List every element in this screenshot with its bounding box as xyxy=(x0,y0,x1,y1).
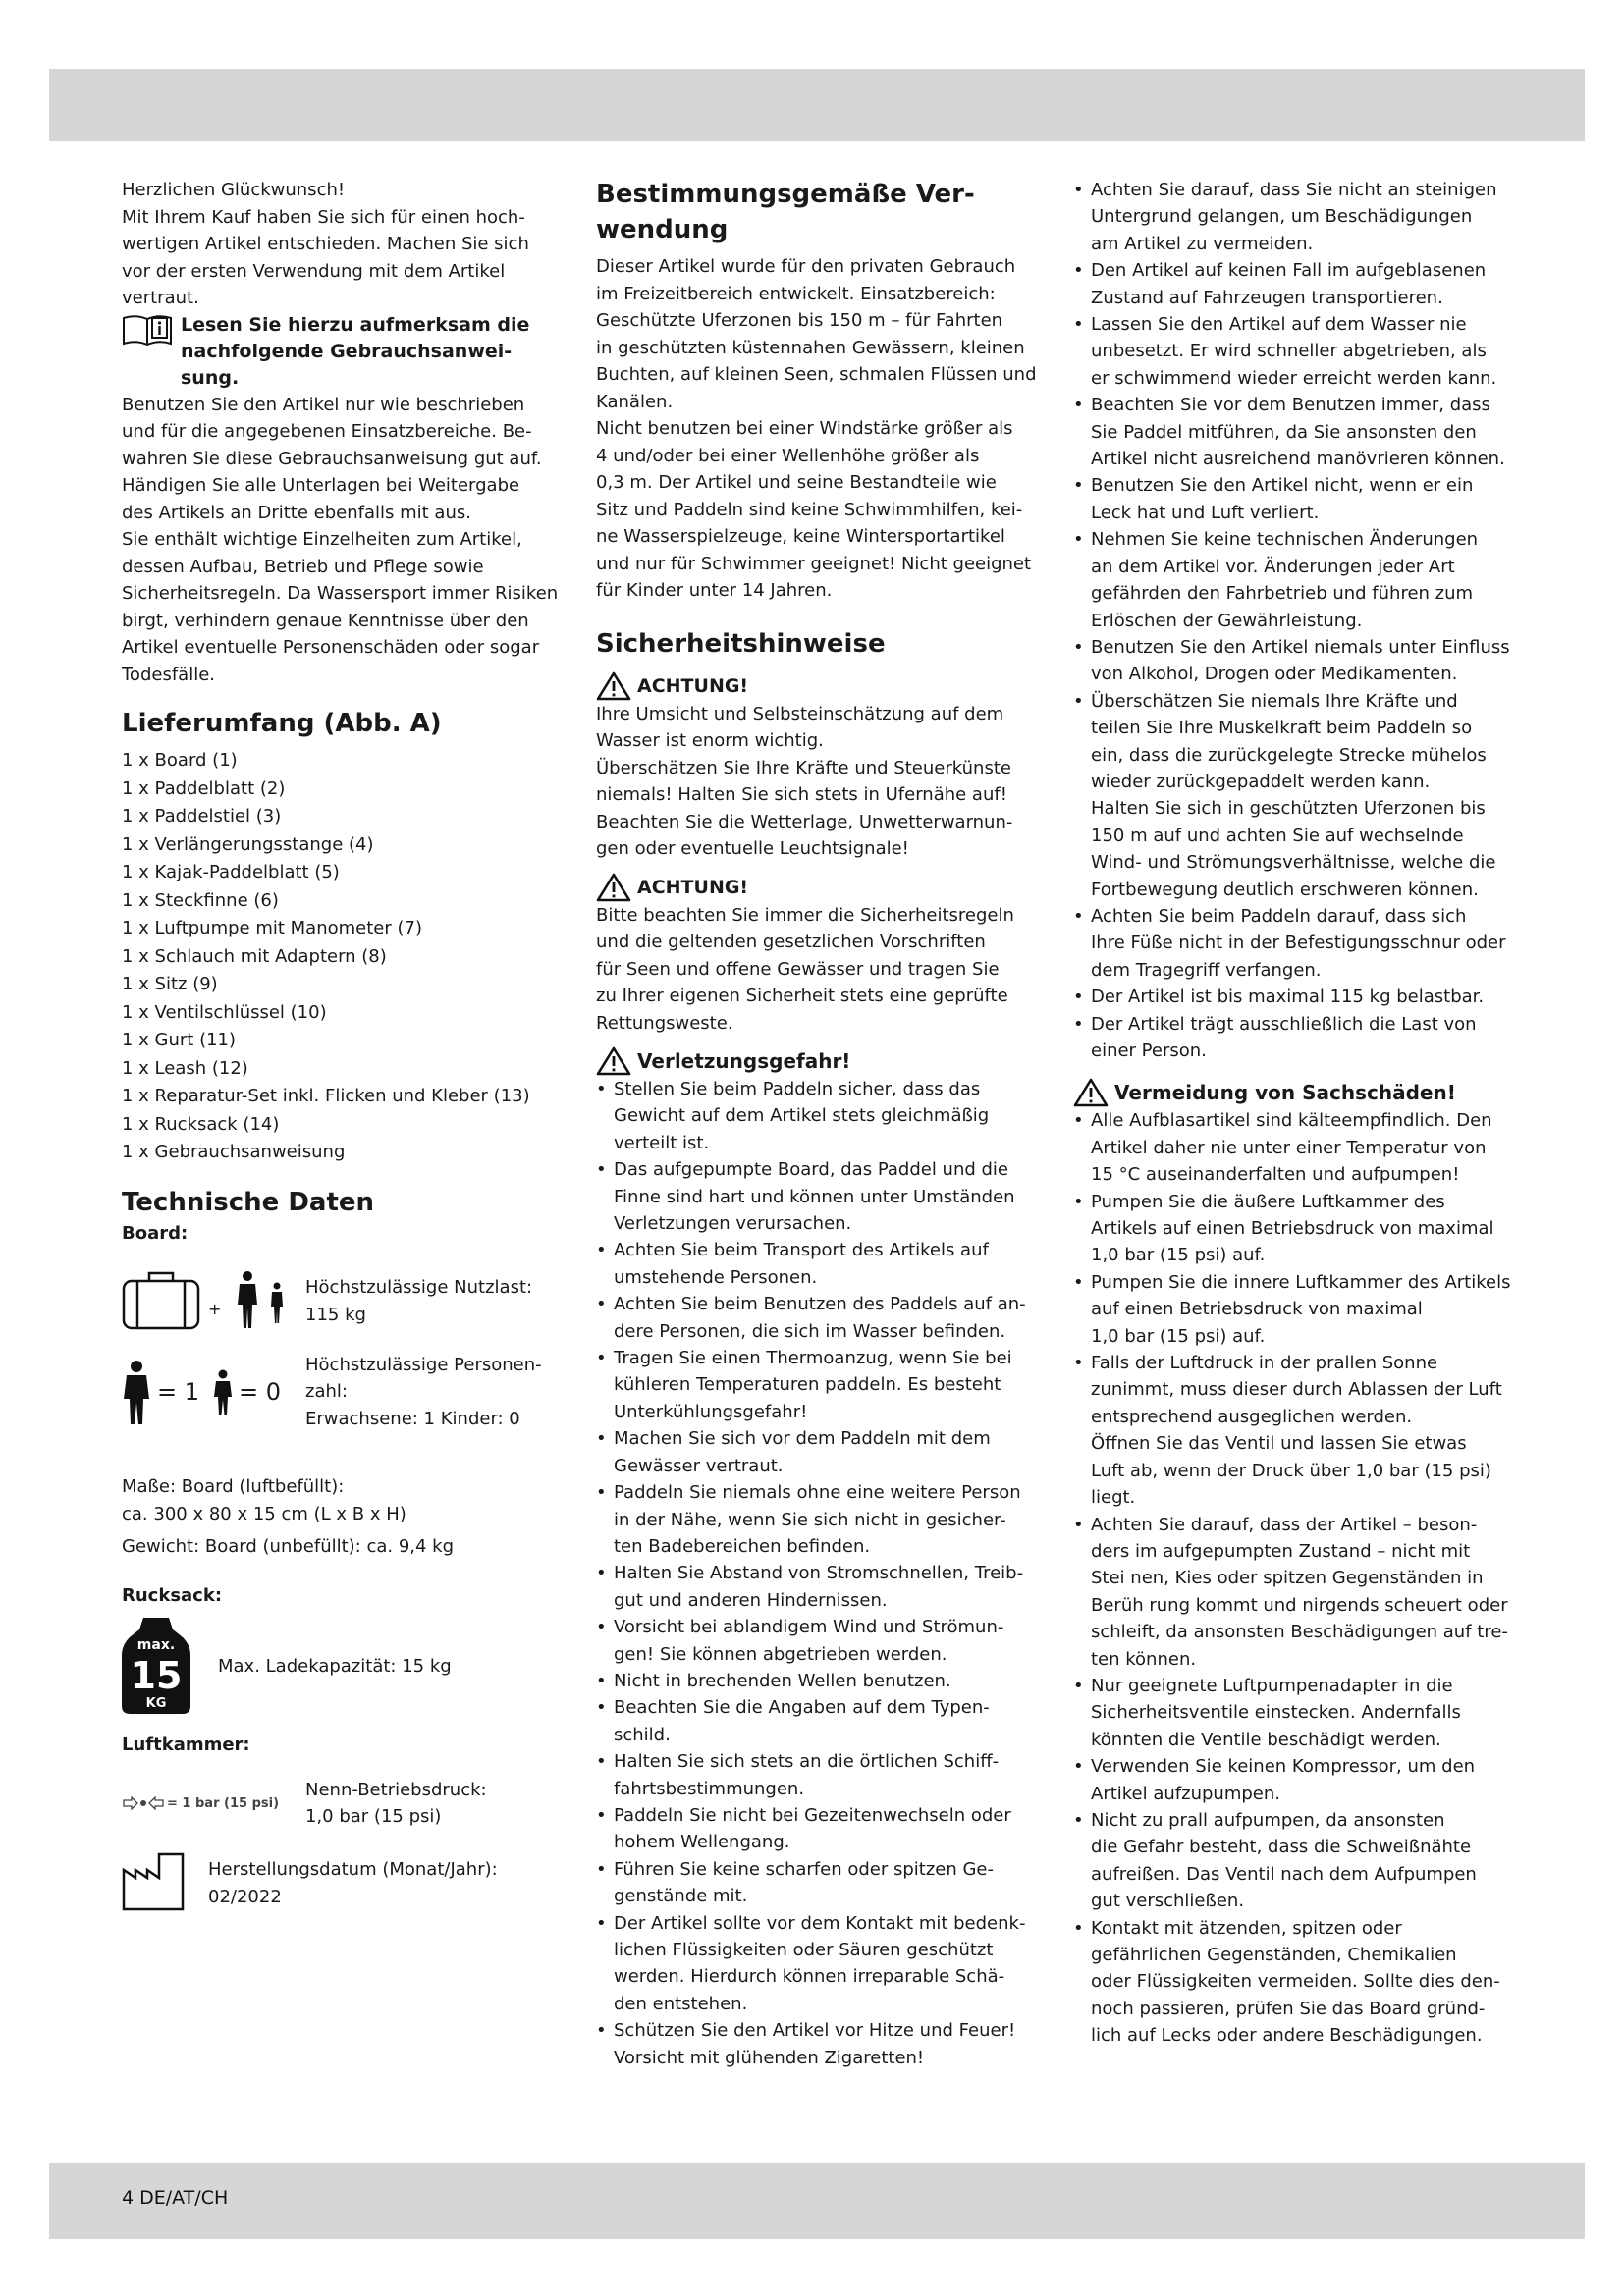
bullet-line: Halten Sie sich in geschützten Uferzonen bis xyxy=(1091,798,1486,820)
payload-value: 115 kg xyxy=(305,1304,366,1325)
bullet-item xyxy=(596,2017,1038,2071)
max-weight-icon-top: max. xyxy=(136,1636,176,1653)
bullet-line: • Achten Sie beim Benutzen des Paddels auf an- xyxy=(614,1294,1026,1315)
body-line: Kanälen. xyxy=(596,391,674,412)
body-line: Nicht benutzen bei einer Windstärke größer als xyxy=(596,418,1013,439)
body-line: Wasser ist enorm wichtig. xyxy=(596,730,824,751)
warning-triangle-icon xyxy=(596,671,631,701)
body-line: Beachten Sie die Wetterlage, Unwetterwarnun- xyxy=(596,811,1013,832)
bullet-line: Wind- und Strömungsverhältnisse, welche die xyxy=(1091,852,1496,874)
bullet-item xyxy=(596,1802,1038,1856)
bullet-line: • Paddeln Sie nicht bei Gezeitenwechseln oder xyxy=(614,1804,1011,1826)
persons-label: Höchstzulässige Personen- xyxy=(305,1354,542,1375)
bullet-item xyxy=(1073,634,1515,688)
bullet-line: Artikel nicht ausreichend manövrieren können. xyxy=(1091,449,1505,470)
bullet-line: Verletzungen verursachen. xyxy=(614,1213,852,1235)
intro-line: Mit Ihrem Kauf haben Sie sich für einen hoch- xyxy=(122,206,525,228)
dimensions-label: Maße: Board (luftbefüllt): xyxy=(122,1476,345,1497)
footer-bar xyxy=(49,2163,1585,2239)
bullet-line: schleift, da ansonsten Beschädigungen auf tre- xyxy=(1091,1622,1508,1643)
bullet-line: • Alle Aufblasartikel sind kälteempfindlich. Den xyxy=(1091,1110,1492,1132)
pressure-label: Nenn-Betriebsdruck: xyxy=(305,1779,487,1800)
bullet-line: • Paddeln Sie niemals ohne eine weitere Person xyxy=(614,1482,1021,1504)
delivery-item: 1 x Board (1) xyxy=(122,750,238,771)
bullet-line: er schwimmend wieder erreicht werden kann. xyxy=(1091,367,1497,389)
body-line: Händigen Sie alle Unterlagen bei Weitergabe xyxy=(122,475,520,496)
bullet-line: • Achten Sie beim Transport des Artikels auf xyxy=(614,1240,989,1261)
bullet-line: Sicherheitsventile einstecken. Andernfalls xyxy=(1091,1702,1461,1724)
bullet-line: die Gefahr besteht, dass die Schweißnähte xyxy=(1091,1837,1472,1858)
bullet-line: • Das aufgepumpte Board, das Paddel und die xyxy=(614,1159,1009,1181)
intro-line: vor der ersten Verwendung mit dem Artikel xyxy=(122,260,506,282)
warning-triangle-icon xyxy=(1073,1078,1109,1107)
heading-line: wendung xyxy=(596,215,729,244)
body-line: 0,3 m. Der Artikel und seine Bestandteile wie xyxy=(596,472,997,493)
bullet-item xyxy=(1073,688,1515,903)
bullet-item xyxy=(596,1479,1038,1560)
air-chamber-label: Luftkammer: xyxy=(122,1734,250,1755)
bullet-item xyxy=(1073,1269,1515,1350)
body-line: wahren Sie diese Gebrauchsanweisung gut auf. xyxy=(122,448,542,469)
delivery-item: 1 x Schlauch mit Adaptern (8) xyxy=(122,945,387,967)
bullet-line: • Nur geeignete Luftpumpenadapter in die xyxy=(1091,1675,1453,1696)
bullet-line: Finne sind hart und können unter Umständen xyxy=(614,1186,1015,1207)
bullet-line: • Pumpen Sie die äußere Luftkammer des xyxy=(1091,1191,1445,1212)
bullet-line: • Tragen Sie einen Thermoanzug, wenn Sie bei xyxy=(614,1348,1012,1369)
bullet-line: Ihre Füße nicht in der Befestigungsschnur oder xyxy=(1091,933,1506,954)
backpack-capacity: Max. Ladekapazität: 15 kg xyxy=(218,1655,452,1677)
persons-value: Erwachsene: 1 Kinder: 0 xyxy=(305,1408,520,1429)
delivery-list xyxy=(122,747,564,1167)
max-weight-icon-value: 15 xyxy=(130,1653,183,1697)
bullet-item xyxy=(596,1156,1038,1237)
intro-body xyxy=(122,392,564,689)
bullet-line: • Der Artikel sollte vor dem Kontakt mit bedenk- xyxy=(614,1912,1026,1934)
bullet-line: ten Badebereichen befinden. xyxy=(614,1535,871,1557)
bullet-line: gefährden den Fahrbetrieb und führen zum xyxy=(1091,583,1474,605)
body-line: und nur für Schwimmer geeignet! Nicht geeignet xyxy=(596,553,1032,574)
bullet-line: Zustand auf Fahrzeugen transportieren. xyxy=(1091,287,1443,308)
bullet-line: Unterkühlungsgefahr! xyxy=(614,1401,808,1422)
bullet-item xyxy=(1073,472,1515,526)
bullet-item xyxy=(1073,1673,1515,1753)
body-line: Geschützte Uferzonen bis 150 m – für Fahrten xyxy=(596,310,1003,331)
bullet-line: Leck hat und Luft verliert. xyxy=(1091,502,1320,523)
tech-heading: Technische Daten xyxy=(122,1187,375,1217)
warning-label: ACHTUNG! xyxy=(637,876,749,898)
bullet-line: oder Flüssigkeiten vermeiden. Sollte dies den- xyxy=(1091,1971,1500,1993)
bullet-item xyxy=(596,1910,1038,2018)
bullet-item xyxy=(1073,1011,1515,1065)
bullet-line: • Verwenden Sie keinen Kompressor, um den xyxy=(1091,1756,1476,1778)
bullet-line: • Führen Sie keine scharfen oder spitzen Ge- xyxy=(614,1858,994,1880)
delivery-item: 1 x Steckfinne (6) xyxy=(122,889,279,911)
bullet-line: • Achten Sie darauf, dass Sie nicht an steinigen xyxy=(1091,180,1497,200)
bullet-line: gut verschließen. xyxy=(1091,1891,1245,1912)
warning-2 xyxy=(596,873,1038,902)
bullet-line: • Benutzen Sie den Artikel nicht, wenn er ein xyxy=(1091,475,1474,497)
warning-1-body xyxy=(596,701,1038,863)
body-line: für Seen und offene Gewässer und tragen Sie xyxy=(596,958,1000,980)
delivery-item: 1 x Gebrauchsanweisung xyxy=(122,1142,346,1162)
bullet-line: Artikel aufzupumpen. xyxy=(1091,1783,1280,1804)
warning-label: ACHTUNG! xyxy=(637,674,749,697)
bullet-item xyxy=(596,1425,1038,1479)
warning-label: Vermeidung von Sachschäden! xyxy=(1114,1081,1456,1105)
bullet-line: • Beachten Sie die Angaben auf dem Typen- xyxy=(614,1697,990,1719)
bullet-line: Luft ab, wenn der Druck über 1,0 bar (15 psi) xyxy=(1091,1460,1491,1481)
body-line: Dieser Artikel wurde für den privaten Gebrauch xyxy=(596,256,1016,277)
weight-spec: Gewicht: Board (unbefüllt): ca. 9,4 kg xyxy=(122,1536,455,1557)
delivery-heading: Lieferumfang (Abb. A) xyxy=(122,709,442,738)
bullet-line: einer Person. xyxy=(1091,1041,1207,1061)
bullet-line: • Beachten Sie vor dem Benutzen immer, dass xyxy=(1091,395,1490,416)
pressure-value: 1,0 bar (15 psi) xyxy=(305,1806,442,1827)
dimensions-value: ca. 300 x 80 x 15 cm (L x B x H) xyxy=(122,1503,406,1524)
payload-label: Höchstzulässige Nutzlast: xyxy=(305,1277,533,1298)
backpack-label: Rucksack: xyxy=(122,1584,223,1606)
body-line: Bitte beachten Sie immer die Sicherheitsregeln xyxy=(596,904,1014,926)
bullet-line: 15 °C auseinanderfalten und aufpumpen! xyxy=(1091,1164,1460,1186)
luggage-persons-icon xyxy=(122,1269,301,1334)
damage-list xyxy=(1073,1107,1515,2049)
bullet-line: Stei nen, Kies oder spitzen Gegenständen in xyxy=(1091,1568,1484,1589)
pressure-icon xyxy=(122,1796,301,1811)
bullet-line: hohem Wellengang. xyxy=(614,1832,790,1853)
delivery-item: 1 x Sitz (9) xyxy=(122,974,218,994)
damage-warning xyxy=(1073,1078,1515,1107)
bullet-item xyxy=(1073,1350,1515,1511)
bullet-line: lich auf Lecks oder andere Beschädigungen. xyxy=(1091,2025,1483,2047)
safety-list-continued xyxy=(1073,177,1515,1064)
bullet-line: umstehende Personen. xyxy=(614,1266,818,1288)
bullet-line: ders im aufgepumpten Zustand – nicht mit xyxy=(1091,1540,1471,1562)
bullet-line: gut und anderen Hindernissen. xyxy=(614,1589,888,1611)
bullet-item xyxy=(1073,257,1515,311)
bullet-item xyxy=(596,1668,1038,1694)
bullet-line: fahrtsbestimmungen. xyxy=(614,1778,805,1799)
bullet-line: am Artikel zu vermeiden. xyxy=(1091,233,1314,254)
bullet-item xyxy=(596,1856,1038,1910)
body-line: Rettungsweste. xyxy=(596,1012,733,1034)
bullet-item xyxy=(1073,392,1515,472)
bullet-line: ten können. xyxy=(1091,1648,1197,1670)
intended-use-heading xyxy=(596,177,1038,247)
bullet-line: • Halten Sie sich stets an die örtlichen Schiff- xyxy=(614,1751,1000,1773)
bullet-line: könnten die Ventile beschädigt werden. xyxy=(1091,1729,1441,1750)
page-number: 4 DE/AT/CH xyxy=(122,2187,229,2209)
bullet-line: gefährlichen Gegenständen, Chemikalien xyxy=(1091,1945,1457,1965)
column-right xyxy=(1073,177,1515,2050)
intro-line: vertraut. xyxy=(122,288,199,308)
bullet-line: noch passieren, prüfen Sie das Board gründ- xyxy=(1091,1998,1486,2019)
intro-line: Herzlichen Glückwunsch! xyxy=(122,180,346,200)
warning-1 xyxy=(596,671,1038,701)
info-note-line: Lesen Sie hierzu aufmerksam die xyxy=(181,313,530,336)
bullet-line: • Falls der Luftdruck in der prallen Sonne xyxy=(1091,1353,1438,1374)
delivery-item: 1 x Leash (12) xyxy=(122,1057,248,1079)
child-count: = 0 xyxy=(239,1377,282,1406)
intro-text xyxy=(122,177,564,312)
bullet-line: verteilt ist. xyxy=(614,1132,710,1153)
injury-warning xyxy=(596,1046,1038,1076)
max-weight-icon xyxy=(122,1616,218,1718)
persons-spec xyxy=(122,1352,564,1433)
bullet-line: • Stellen Sie beim Paddeln sicher, dass das xyxy=(614,1079,981,1099)
bullet-line: zunimmt, muss dieser durch Ablassen der Luft xyxy=(1091,1379,1502,1401)
body-line: gen oder eventuelle Leuchtsignale! xyxy=(596,838,909,859)
bullet-line: • Schützen Sie den Artikel vor Hitze und Feuer! xyxy=(614,2020,1016,2042)
body-line: in geschützten küstennahen Gewässern, kleinen xyxy=(596,337,1025,358)
body-line: Sitz und Paddeln sind keine Schwimmhilfen, kei- xyxy=(596,499,1023,520)
heading-line: Bestimmungsgemäße Ver- xyxy=(596,180,975,209)
bullet-line: • Lassen Sie den Artikel auf dem Wasser nie xyxy=(1091,314,1467,336)
manufacture-value: 02/2022 xyxy=(208,1886,282,1907)
bullet-line: • Den Artikel auf keinen Fall im aufgeblasenen xyxy=(1091,260,1487,282)
manual-book-icon xyxy=(122,312,173,351)
bullet-line: Öffnen Sie das Ventil und lassen Sie etwas xyxy=(1091,1433,1467,1455)
bullet-line: unbesetzt. Er wird schneller abgetrieben, als xyxy=(1091,341,1487,362)
bullet-line: teilen Sie Ihre Muskelkraft beim Paddeln so xyxy=(1091,718,1473,739)
bullet-item xyxy=(596,1748,1038,1802)
bullet-line: dem Tragegriff verfangen. xyxy=(1091,959,1322,981)
bullet-line: 150 m auf und achten Sie auf wechselnde xyxy=(1091,825,1464,846)
bullet-item xyxy=(1073,984,1515,1010)
body-line: und die geltenden gesetzlichen Vorschriften xyxy=(596,932,986,952)
delivery-item: 1 x Verlängerungsstange (4) xyxy=(122,833,374,855)
bullet-line: Artikel daher nie unter einer Temperatur von xyxy=(1091,1137,1487,1158)
column-left xyxy=(122,177,564,1915)
bullet-item xyxy=(1073,311,1515,392)
bullet-line: • Achten Sie beim Paddeln darauf, dass sich xyxy=(1091,905,1467,927)
manufacture-date-icon xyxy=(122,1852,218,1915)
bullet-item xyxy=(1073,1107,1515,1188)
bullet-line: schild. xyxy=(614,1724,671,1745)
pressure-icon-text: = 1 bar (15 psi) xyxy=(167,1795,280,1811)
bullet-item xyxy=(1073,1753,1515,1807)
body-line: birgt, verhindern genaue Kenntnisse über den xyxy=(122,610,529,631)
body-line: Sie enthält wichtige Einzelheiten zum Artikel, xyxy=(122,529,522,550)
bullet-line: an dem Artikel vor. Änderungen jeder Art xyxy=(1091,556,1455,577)
bullet-item xyxy=(596,1560,1038,1614)
delivery-item: 1 x Rucksack (14) xyxy=(122,1113,280,1135)
persons-count-icon xyxy=(122,1360,301,1424)
bullet-line: • Kontakt mit ätzenden, spitzen oder xyxy=(1091,1917,1402,1939)
bullet-line: • Vorsicht bei ablandigem Wind und Strömun- xyxy=(614,1617,1004,1638)
warning-triangle-icon xyxy=(596,1046,631,1076)
body-line: Sicherheitsregeln. Da Wassersport immer Risiken xyxy=(122,583,559,604)
warning-triangle-icon xyxy=(596,873,631,902)
body-line: im Freizeitbereich entwickelt. Einsatzbereich: xyxy=(596,283,996,304)
manufacture-spec xyxy=(122,1852,564,1915)
intended-use-body xyxy=(596,253,1038,605)
delivery-item: 1 x Ventilschlüssel (10) xyxy=(122,1001,327,1023)
safety-heading: Sicherheitshinweise xyxy=(596,628,886,659)
bullet-line: Gewicht auf dem Artikel stets gleichmäßig xyxy=(614,1105,990,1127)
bullet-line: Sie Paddel mitführen, da Sie ansonsten den xyxy=(1091,421,1477,443)
body-line: Ihre Umsicht und Selbsteinschätzung auf dem xyxy=(596,703,1004,724)
board-label: Board: xyxy=(122,1222,189,1244)
bullet-item xyxy=(596,1345,1038,1425)
bullet-line: in der Nähe, wenn Sie sich nicht in gesicher- xyxy=(614,1509,1006,1530)
bullet-item xyxy=(596,1237,1038,1291)
body-line: des Artikels an Dritte ebenfalls mit aus. xyxy=(122,502,471,523)
injury-list xyxy=(596,1076,1038,2071)
bullet-item xyxy=(596,1694,1038,1748)
backpack-spec xyxy=(122,1616,564,1718)
header-bar xyxy=(49,69,1585,141)
column-middle xyxy=(596,177,1038,2071)
bullet-line: 1,0 bar (15 psi) auf. xyxy=(1091,1325,1266,1347)
bullet-line: • Nehmen Sie keine technischen Änderungen xyxy=(1091,529,1479,551)
bullet-line: Erlöschen der Gewährleistung. xyxy=(1091,610,1363,631)
info-note xyxy=(122,312,564,392)
bullet-line: lichen Flüssigkeiten oder Säuren geschützt xyxy=(614,1940,994,1960)
bullet-line: von Alkohol, Drogen oder Medikamenten. xyxy=(1091,664,1458,685)
bullet-item xyxy=(1073,1807,1515,1915)
bullet-line: wieder zurückgepaddelt werden kann. xyxy=(1091,771,1431,792)
bullet-line: aufreißen. Das Ventil nach dem Aufpumpen xyxy=(1091,1863,1477,1885)
adult-count: = 1 xyxy=(157,1377,200,1406)
body-line: zu Ihrer eigenen Sicherheit stets eine geprüfte xyxy=(596,986,1008,1006)
bullet-line: • Pumpen Sie die innere Luftkammer des Artikels xyxy=(1091,1271,1511,1293)
bullet-line: • Der Artikel ist bis maximal 115 kg belastbar. xyxy=(1091,987,1485,1008)
bullet-line: den entstehen. xyxy=(614,1993,748,2014)
manufacture-label: Herstellungsdatum (Monat/Jahr): xyxy=(208,1859,498,1880)
bullet-item xyxy=(1073,1512,1515,1673)
info-note-line: nachfolgende Gebrauchsanwei- xyxy=(181,340,513,362)
bullet-line: dere Personen, die sich im Wasser befinden. xyxy=(614,1320,1006,1342)
bullet-line: • Halten Sie Abstand von Stromschnellen, Treib- xyxy=(614,1563,1024,1584)
bullet-item xyxy=(1073,1915,1515,2050)
bullet-line: • Nicht zu prall aufpumpen, da ansonsten xyxy=(1091,1809,1445,1831)
warning-2-body xyxy=(596,902,1038,1038)
bullet-line: entsprechend ausgeglichen werden. xyxy=(1091,1406,1413,1427)
body-line: für Kinder unter 14 Jahren. xyxy=(596,580,833,601)
bullet-line: • Der Artikel trägt ausschließlich die Last von xyxy=(1091,1013,1477,1035)
delivery-item: 1 x Paddelstiel (3) xyxy=(122,806,282,827)
bullet-line: kühleren Temperaturen paddeln. Es besteht xyxy=(614,1374,1001,1396)
bullet-item xyxy=(596,1614,1038,1668)
max-weight-icon-unit: KG xyxy=(145,1695,167,1711)
body-line: niemals! Halten Sie sich stets in Ufernähe auf! xyxy=(596,784,1007,805)
bullet-line: Artikels auf einen Betriebsdruck von maximal xyxy=(1091,1218,1494,1240)
bullet-line: gen! Sie können abgetrieben werden. xyxy=(614,1643,947,1665)
dimensions-spec xyxy=(122,1473,564,1527)
body-line: Artikel eventuelle Personenschäden oder sogar xyxy=(122,637,540,658)
pressure-spec xyxy=(122,1777,564,1831)
intro-line: wertigen Artikel entschieden. Machen Sie sich xyxy=(122,234,529,254)
body-line: dessen Aufbau, Betrieb und Pflege sowie xyxy=(122,556,484,577)
delivery-item: 1 x Gurt (11) xyxy=(122,1030,237,1050)
delivery-item: 1 x Paddelblatt (2) xyxy=(122,777,286,799)
warning-label: Verletzungsgefahr! xyxy=(637,1049,851,1073)
bullet-line: genstände mit. xyxy=(614,1886,748,1907)
bullet-line: Untergrund gelangen, um Beschädigungen xyxy=(1091,206,1473,228)
body-line: 4 und/oder bei einer Wellenhöhe größer als xyxy=(596,445,980,466)
body-line: Buchten, auf kleinen Seen, schmalen Flüssen und xyxy=(596,364,1037,385)
delivery-item: 1 x Kajak-Paddelblatt (5) xyxy=(122,862,340,882)
delivery-item: 1 x Reparatur-Set inkl. Flicken und Kleber (13) xyxy=(122,1086,530,1106)
body-line: Benutzen Sie den Artikel nur wie beschrieben xyxy=(122,394,525,415)
payload-spec xyxy=(122,1269,564,1334)
bullet-line: • Nicht in brechenden Wellen benutzen. xyxy=(614,1670,951,1691)
bullet-line: Vorsicht mit glühenden Zigaretten! xyxy=(614,2047,925,2068)
bullet-line: werden. Hierdurch können irreparable Schä- xyxy=(614,1966,1005,1988)
info-note-line: sung. xyxy=(181,366,240,389)
bullet-line: • Machen Sie sich vor dem Paddeln mit dem xyxy=(614,1428,991,1450)
bullet-item xyxy=(1073,1189,1515,1269)
bullet-line: • Benutzen Sie den Artikel niemals unter Einfluss xyxy=(1091,636,1510,658)
bullet-item xyxy=(1073,526,1515,634)
persons-label: zahl: xyxy=(305,1381,348,1402)
body-line: Überschätzen Sie Ihre Kräfte und Steuerkünste xyxy=(596,757,1011,778)
bullet-line: auf einen Betriebsdruck von maximal xyxy=(1091,1299,1423,1320)
svg-text:+: + xyxy=(208,1299,222,1318)
bullet-line: Berüh rung kommt und nirgends scheuert oder xyxy=(1091,1594,1508,1616)
body-line: Todesfälle. xyxy=(122,664,215,685)
body-line: ne Wasserspielzeuge, keine Wintersportartikel xyxy=(596,526,1005,547)
bullet-item xyxy=(596,1076,1038,1156)
body-line: und für die angegebenen Einsatzbereiche. Be- xyxy=(122,421,532,442)
delivery-item: 1 x Luftpumpe mit Manometer (7) xyxy=(122,918,422,938)
bullet-item xyxy=(1073,903,1515,984)
bullet-line: ein, dass die zurückgelegte Strecke mühelos xyxy=(1091,744,1487,766)
bullet-line: • Achten Sie darauf, dass der Artikel – beson- xyxy=(1091,1514,1478,1535)
bullet-item xyxy=(1073,177,1515,257)
bullet-line: 1,0 bar (15 psi) auf. xyxy=(1091,1245,1266,1266)
bullet-item xyxy=(596,1291,1038,1345)
bullet-line: liegt. xyxy=(1091,1487,1136,1509)
bullet-line: Fortbewegung deutlich erschweren können. xyxy=(1091,879,1479,900)
bullet-line: • Überschätzen Sie niemals Ihre Kräfte und xyxy=(1091,690,1458,712)
bullet-line: Gewässer vertraut. xyxy=(614,1455,784,1476)
